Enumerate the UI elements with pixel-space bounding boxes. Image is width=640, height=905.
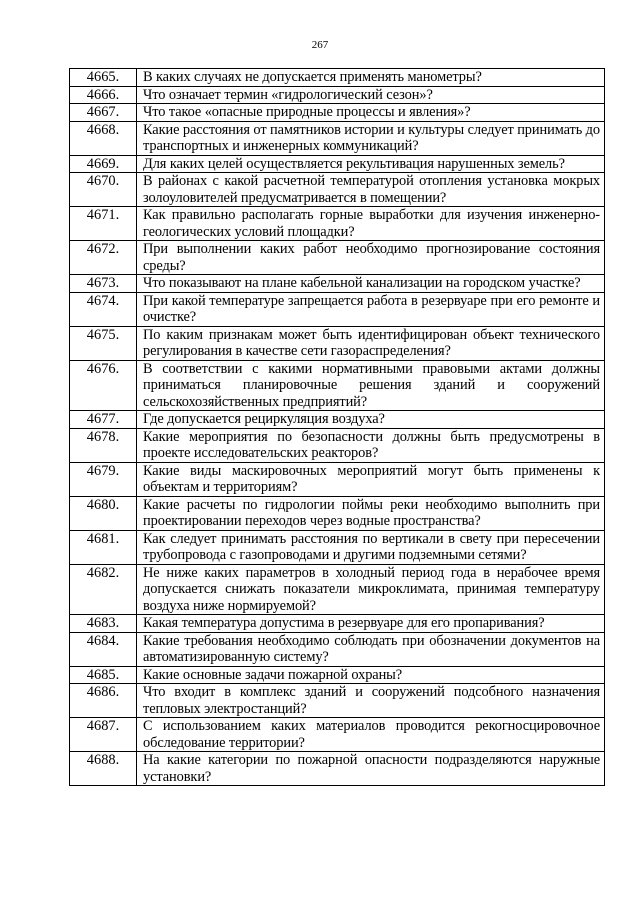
question-number: 4683. [70,615,137,633]
table-row [70,207,605,241]
question-number: 4682. [70,564,137,615]
question-text: Для каких целей осуществляется рекультивация нарушенных земель? [137,155,605,173]
table-row [70,86,605,104]
page-number: 267 [311,39,329,51]
question-number: 4676. [70,360,137,411]
question-text: Какие основные задачи пожарной охраны? [137,666,605,684]
table-row [70,173,605,207]
question-number: 4686. [70,684,137,718]
question-text: При какой температуре запрещается работа в резервуаре при его ремонте и очистке? [137,292,605,326]
question-number: 4668. [70,121,137,155]
question-text: Как правильно располагать горные выработки для изучения инженерно-геологических условий площадки? [137,207,605,241]
question-text: Что такое «опасные природные процессы и явления»? [137,104,605,122]
question-text: Какие виды маскировочных мероприятий могут быть применены к объектам и территориям? [137,462,605,496]
question-number: 4679. [70,462,137,496]
question-number: 4675. [70,326,137,360]
question-text: В каких случаях не допускается применять манометры? [137,69,605,87]
table-row [70,615,605,633]
table-row [70,530,605,564]
table-row [70,718,605,752]
table-row [70,69,605,87]
table-row [70,326,605,360]
question-number: 4685. [70,666,137,684]
question-number: 4681. [70,530,137,564]
question-number: 4667. [70,104,137,122]
question-text: Какие расчеты по гидрологии поймы реки необходимо выполнить при проектировании переходов через водные пространства? [137,496,605,530]
question-number: 4666. [70,86,137,104]
question-number: 4671. [70,207,137,241]
question-text: Какая температура допустима в резервуаре для его пропаривания? [137,615,605,633]
table-row [70,666,605,684]
question-text: С использованием каких материалов проводится рекогносцировочное обследование территории? [137,718,605,752]
question-text: Какие требования необходимо соблюдать при обозначении документов на автоматизированную систему? [137,632,605,666]
table-row [70,752,605,786]
question-number: 4670. [70,173,137,207]
question-text: Что показывают на плане кабельной канализации на городском участке? [137,275,605,293]
question-text: Какие мероприятия по безопасности должны быть предусмотрены в проекте исследовательских реакторов? [137,428,605,462]
question-number: 4688. [70,752,137,786]
question-text: Не ниже каких параметров в холодный период года в нерабочее время допускается снижать показатели микроклимата, принимая температуру воздуха ниже нормируемой? [137,564,605,615]
question-number: 4669. [70,155,137,173]
table-row [70,360,605,411]
table-row [70,462,605,496]
question-number: 4684. [70,632,137,666]
question-number: 4678. [70,428,137,462]
table-row [70,275,605,293]
table-row [70,632,605,666]
question-text: На какие категории по пожарной опасности подразделяются наружные установки? [137,752,605,786]
table-row [70,292,605,326]
question-number: 4672. [70,241,137,275]
question-text: По каким признакам может быть идентифицирован объект технического регулирования в качестве сети газораспределения? [137,326,605,360]
table-row [70,104,605,122]
table-row [70,155,605,173]
question-number: 4680. [70,496,137,530]
table-row [70,684,605,718]
table-row [70,121,605,155]
question-text: Какие расстояния от памятников истории и культуры следует принимать до транспортных и инженерных коммуникаций? [137,121,605,155]
table-row [70,496,605,530]
question-number: 4665. [70,69,137,87]
question-text: Где допускается рециркуляция воздуха? [137,411,605,429]
question-text: В районах с какой расчетной температурой отопления установка мокрых золоуловителей предусматривается в помещении? [137,173,605,207]
question-number: 4687. [70,718,137,752]
table-row [70,241,605,275]
question-text: Что входит в комплекс зданий и сооружений подсобного назначения тепловых электростанций? [137,684,605,718]
question-text: Что означает термин «гидрологический сезон»? [137,86,605,104]
table-row [70,428,605,462]
question-number: 4674. [70,292,137,326]
question-text: При выполнении каких работ необходимо прогнозирование состояния среды? [137,241,605,275]
question-text: Как следует принимать расстояния по вертикали в свету при пересечении трубопровода с газопроводами и другими подземными сетями? [137,530,605,564]
question-number: 4677. [70,411,137,429]
question-text: В соответствии с какими нормативными правовыми актами должны приниматься планировочные решения зданий и сооружений сельскохозяйственных предприятий? [137,360,605,411]
questions-table [69,68,605,786]
question-number: 4673. [70,275,137,293]
table-row [70,564,605,615]
table-row [70,411,605,429]
